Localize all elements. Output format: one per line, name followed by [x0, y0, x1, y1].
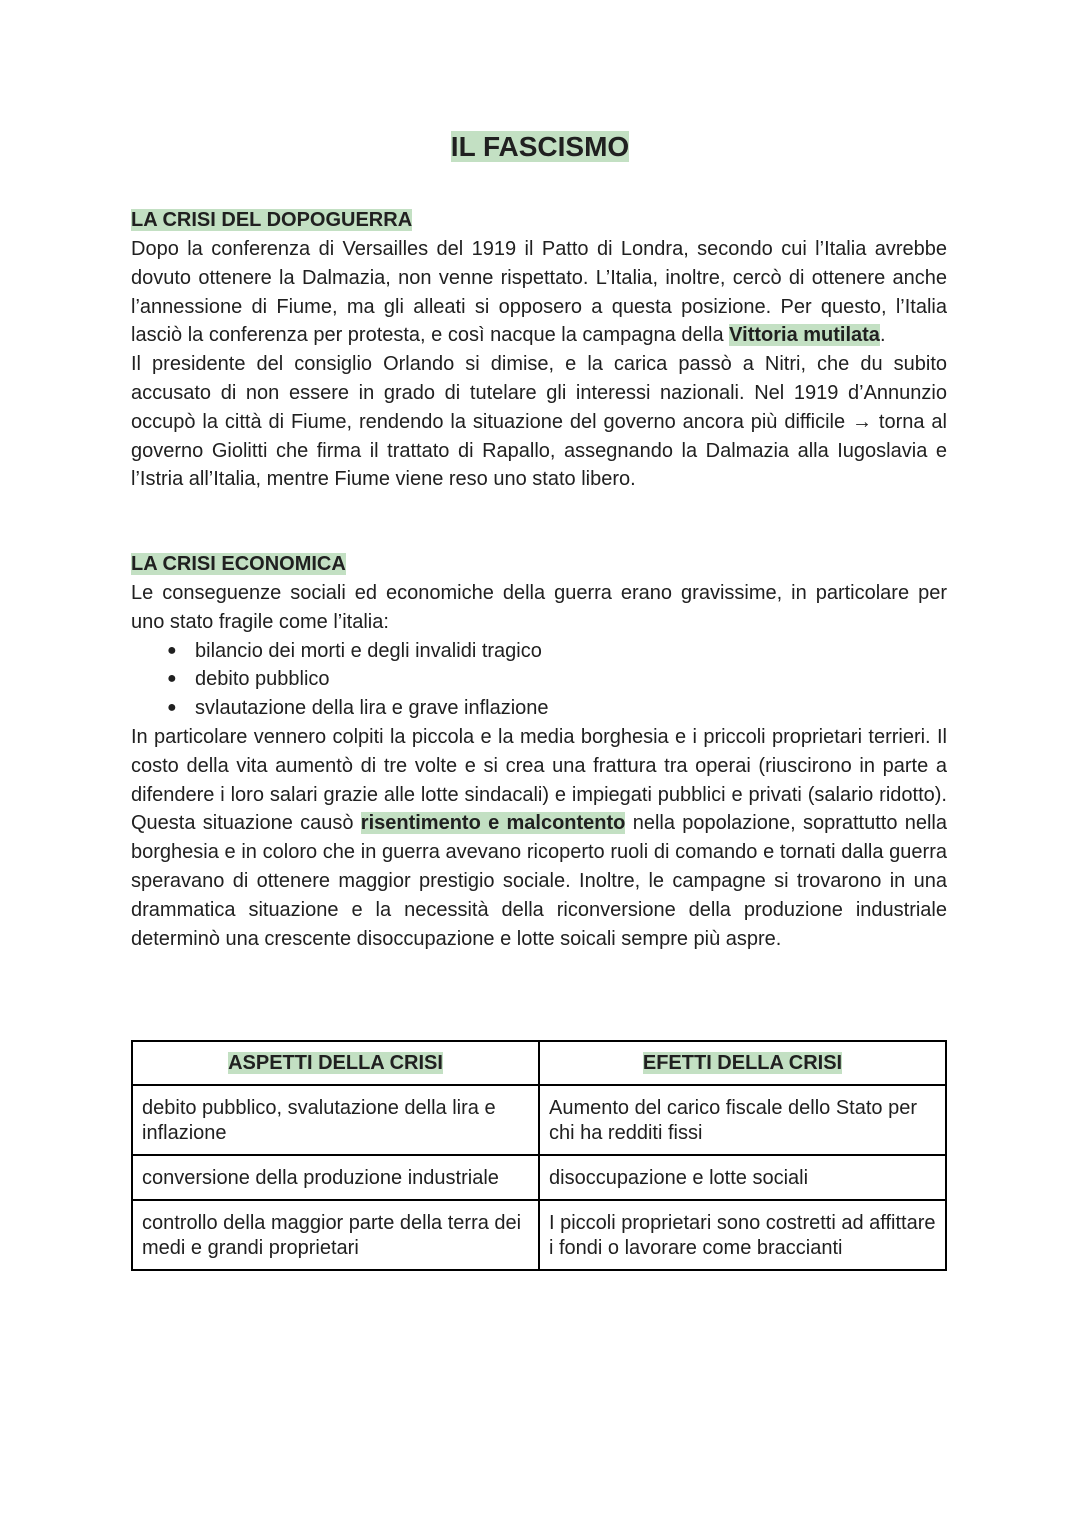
- table-cell: controllo della maggior parte della terra dei medi e grandi proprietari: [132, 1200, 539, 1270]
- paragraph: In particolare vennero colpiti la piccola e la media borghesia e i priccoli proprietari terrieri. Il costo della vita aumentò di tre volte e si crea una frattura tra operai (riuscirono in parte a difendere i loro salari grazie alle lotte sindacali) e impiegati pubblici e privati (salario ridotto). Questa situazione causò risentimento e malcontento nella popolazione, soprattutto nella borghesia e in coloro che in guerra avevano ricoperto ruoli di comando e tornati dalla guerra speravano di ottenere maggior prestigio sociale. Inoltre, le campagne si trovarono in una drammatica situazione e la necessità della riconversione della produzione industriale determinò una crescente disoccupazione e lotte soicali sempre più aspre.: [131, 725, 947, 950]
- bullet-icon: ●: [167, 641, 177, 659]
- section-crisi-dopoguerra: [131, 206, 947, 494]
- crisis-table: [131, 1040, 947, 1271]
- paragraph: Le conseguenze sociali ed economiche della guerra erano gravissime, in particolare per uno stato fragile come l’italia:: [131, 582, 947, 633]
- table-row: [132, 1200, 946, 1270]
- document-title: IL FASCISMO: [450, 131, 630, 162]
- bullet-icon: ●: [167, 670, 177, 688]
- table-cell: debito pubblico, svalutazione della lira e inflazione: [132, 1085, 539, 1155]
- paragraph: Dopo la conferenza di Versailles del 1919 il Patto di Londra, secondo cui l’Italia avrebbe dovuto ottenere la Dalmazia, non venne rispettato. L’Italia, inoltre, cercò di ottenere anche l’annessione di Fiume, ma gli alleati si opposero a questa posizione. Per questo, l’Italia lasciò la conferenza per protesta, e così nacque la campagna della Vittoria mutilata.: [131, 238, 947, 347]
- table-cell: Aumento del carico fiscale dello Stato per chi ha redditi fissi: [539, 1085, 946, 1155]
- table-header-cell: ASPETTI DELLA CRISI: [132, 1041, 539, 1085]
- table-row: [132, 1155, 946, 1200]
- section-heading: LA CRISI DEL DOPOGUERRA: [131, 209, 413, 231]
- highlighted-term: risentimento e malcontento: [360, 812, 626, 835]
- list-item: ● bilancio dei morti e degli invalidi tragico: [131, 637, 947, 666]
- table-header-cell: EFETTI DELLA CRISI: [539, 1041, 946, 1085]
- list-item: ● debito pubblico: [131, 665, 947, 694]
- table-header-row: [132, 1041, 946, 1085]
- section-heading: LA CRISI ECONOMICA: [131, 553, 346, 575]
- section-crisi-economica: [131, 550, 947, 953]
- bullet-list: [131, 637, 947, 723]
- highlighted-term: Vittoria mutilata: [729, 324, 880, 347]
- table-row: [132, 1085, 946, 1155]
- table-cell: conversione della produzione industriale: [132, 1155, 539, 1200]
- list-item: ● svlautazione della lira e grave inflazione: [131, 694, 947, 723]
- paragraph: Il presidente del consiglio Orlando si dimise, e la carica passò a Nitri, che du subito accusato di non essere in grado di tutelare gli interessi nazionali. Nel 1919 d’Annunzio occupò la città di Fiume, rendendo la situazione del governo ancora più difficile → torna al governo Giolitti che firma il trattato di Rapallo, assegnando la Dalmazia alla Iugoslavia e l’Istria all’Italia, mentre Fiume viene reso uno stato libero.: [131, 353, 947, 491]
- table-cell: disoccupazione e lotte sociali: [539, 1155, 946, 1200]
- table-cell: I piccoli proprietari sono costretti ad affittare i fondi o lavorare come braccianti: [539, 1200, 946, 1270]
- bullet-icon: ●: [167, 699, 177, 717]
